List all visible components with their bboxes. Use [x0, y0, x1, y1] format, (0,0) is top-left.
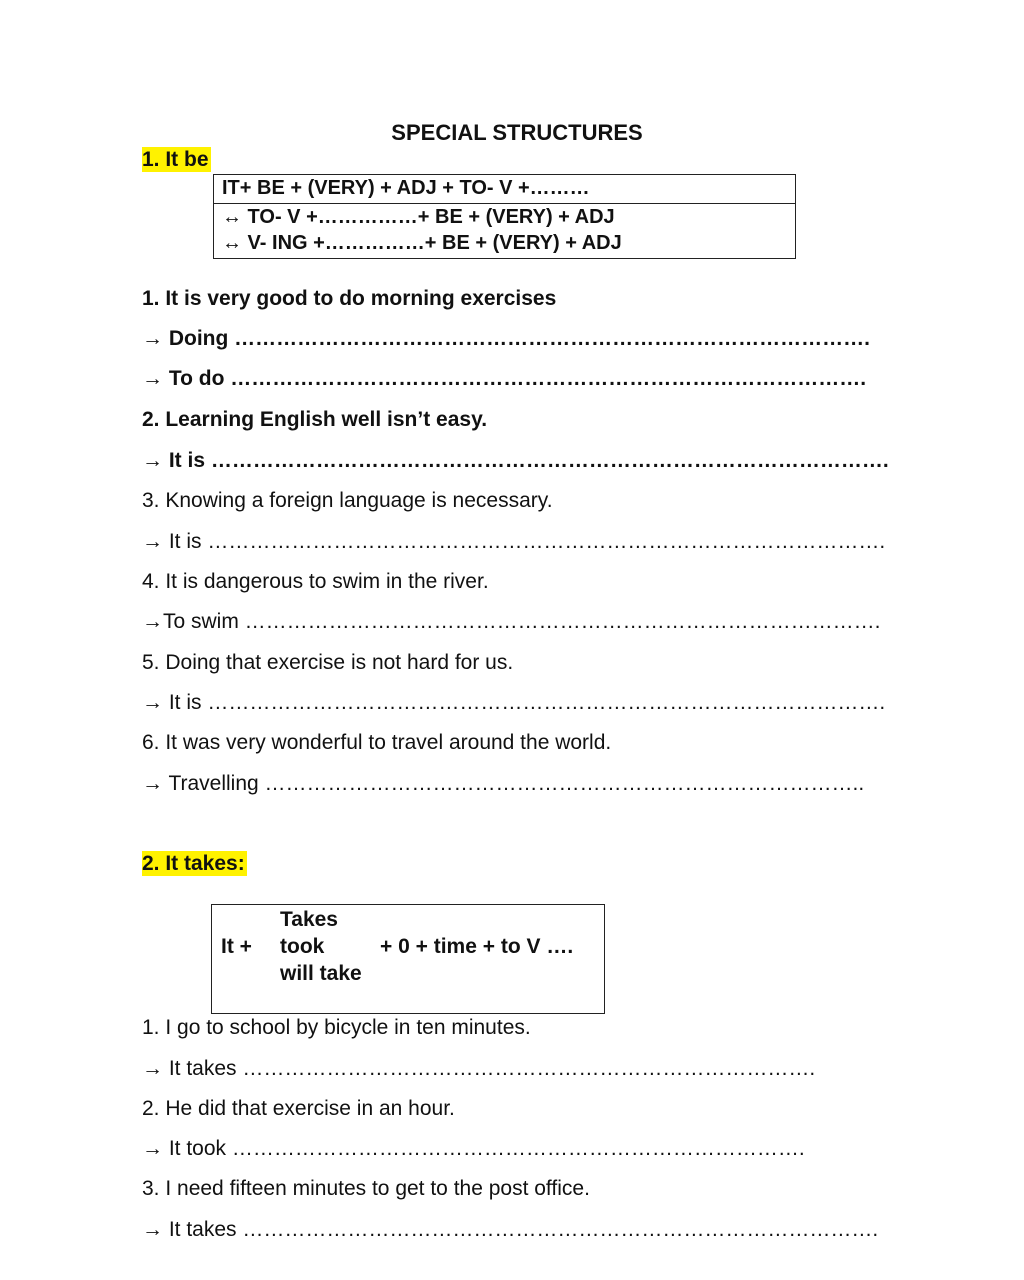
formula-line: ↔ V- ING +……………+ BE + (VERY) + ADJ	[222, 232, 622, 254]
exercise-answer-line: → It takes ……………………………………………………………………………….	[142, 1218, 879, 1241]
exercise-answer-line: → It is …………………………………………………………………………………….	[142, 530, 886, 553]
exercise-question: 3. I need fifteen minutes to get to the post office.	[142, 1177, 590, 1200]
exercise-question: 1. It is very good to do morning exercises	[142, 287, 557, 310]
exercise-question: 4. It is dangerous to swim in the river.	[142, 570, 489, 593]
exercise-question: 6. It was very wonderful to travel around the world.	[142, 731, 612, 754]
section-heading-it-be	[142, 148, 211, 172]
section-heading-it-takes	[142, 852, 247, 876]
exercise-answer-line: → It took ……………………………………………………………………….	[142, 1137, 805, 1160]
exercise-question: 1. I go to school by bicycle in ten minutes.	[142, 1016, 531, 1039]
formula-took: took	[280, 935, 325, 958]
exercise-question: 2. Learning English well isn’t easy.	[142, 408, 488, 431]
section-heading-label: 2. It takes:	[142, 852, 245, 875]
formula-will-take: will take	[280, 962, 362, 985]
exercise-answer-line: → It is …………………………………………………………………………………….	[142, 691, 886, 714]
formula-rest: + 0 + time + to V ….	[380, 935, 574, 958]
exercise-answer-line: → It takes ……………………………………………………………………….	[142, 1057, 816, 1080]
exercise-question: 3. Knowing a foreign language is necessary.	[142, 489, 553, 512]
exercise-answer-line: → To do ……………………………………………………………………………….	[142, 367, 867, 390]
formula-takes: Takes	[280, 908, 338, 931]
exercise-answer-line: →To swim ……………………………………………………………………………….	[142, 610, 881, 633]
formula-line: IT+ BE + (VERY) + ADJ + TO- V +………	[222, 177, 590, 199]
formula-box-it-takes	[211, 904, 605, 1014]
section-heading-label: 1. It be	[142, 148, 209, 171]
exercise-answer-line: → Doing ……………………………………………………………………………….	[142, 327, 870, 350]
exercise-answer-line: → It is …………………………………………………………………………………….	[142, 449, 889, 472]
exercise-question: 5. Doing that exercise is not hard for us.	[142, 651, 514, 674]
page-title: SPECIAL STRUCTURES	[391, 120, 643, 145]
formula-line: ↔ TO- V +……………+ BE + (VERY) + ADJ	[222, 206, 615, 228]
exercise-answer-line: → Travelling …………………………………………………………………………..	[142, 772, 865, 795]
formula-box-it-be	[213, 174, 796, 259]
formula-divider	[214, 203, 795, 204]
formula-it-plus: It +	[221, 935, 252, 958]
exercise-question: 2. He did that exercise in an hour.	[142, 1097, 455, 1120]
